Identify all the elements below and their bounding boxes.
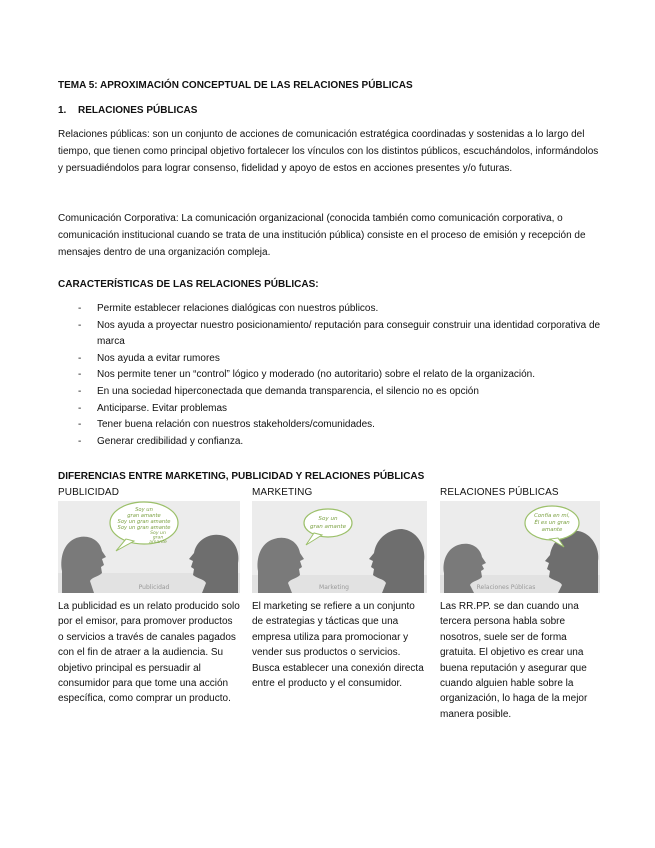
list-item: - En una sociedad hiperconectada que demanda transparencia, el silencio no es opción — [58, 384, 603, 401]
section-heading-text: RELACIONES PÚBLICAS — [78, 105, 198, 116]
characteristics-list — [58, 301, 603, 450]
bubble-text: Soy un — [318, 516, 338, 522]
list-item: - Nos permite tener un “control” lógico y moderado (no autoritario) sobre el relato de la organización. — [58, 367, 603, 384]
column-label: MARKETING — [252, 487, 313, 498]
bubble-text: Soy un gran amante — [117, 525, 171, 531]
bubble-text: Soy un gran amante — [117, 519, 171, 525]
column-description: Las RR.PP. se dan cuando una tercera persona habla sobre nosotros, suele ser de forma gratuita. El objetivo es crear una buena reputación y asegurar que cuando alguien hable sobre la organización, lo haga de la mejor manera posible. — [440, 601, 588, 720]
bubble-text: amante — [541, 527, 563, 533]
bubble-text: Él es un gran — [534, 520, 570, 526]
publicidad-column — [58, 485, 240, 707]
column-description: El marketing se refiere a un conjunto de estrategias y tácticas que una empresa utiliza para promocionar y vender sus productos o servicios. Busca establecer una conexión directa entre el producto y el consumidor. — [252, 601, 424, 690]
list-item: - Permite establecer relaciones dialógicas con nuestros públicos. — [58, 301, 603, 318]
bubble-text: Soy un — [150, 531, 166, 536]
image-caption: Publicidad — [138, 584, 170, 591]
cc-definition-paragraph: Comunicación Corporativa: La comunicación organizacional (conocida también como comunicación corporativa, o comunicación institucional cuando se trata de una institución pública) consiste en el proceso de emisión y recepción de mensajes dentro de una organización compleja. — [58, 213, 586, 258]
publicidad-illustration — [58, 501, 240, 593]
list-item: - Nos ayuda a proyectar nuestro posicionamiento/ reputación para conseguir construir una identidad corporativa de marca — [58, 318, 603, 351]
differences-heading: DIFERENCIAS ENTRE MARKETING, PUBLICIDAD Y RELACIONES PÚBLICAS — [58, 471, 425, 482]
image-caption: Relaciones Públicas — [476, 584, 536, 591]
bubble-text: Confía en mí, — [534, 513, 570, 519]
image-caption: Marketing — [319, 584, 349, 591]
bubble-text: amante — [149, 540, 167, 545]
document-title: TEMA 5: APROXIMACIÓN CONCEPTUAL DE LAS RELACIONES PÚBLICAS — [58, 80, 413, 91]
bubble-text: gran amante — [309, 524, 347, 530]
bubble-text: gran — [152, 535, 164, 541]
characteristics-heading: CARACTERÍSTICAS DE LAS RELACIONES PÚBLICAS: — [58, 279, 319, 290]
column-description: La publicidad es un relato producido solo por el emisor, para promover productos o servicios a través de canales pagados con el fin de atraer a la audiencia. Su objetivo principal es persuadir al consumidor para que tome una acción específica, como comprar un producto. — [58, 601, 240, 705]
bubble-text: gran amante — [127, 513, 161, 519]
rp-definition-paragraph: Relaciones públicas: son un conjunto de acciones de comunicación estratégica coordinadas y sostenidas a lo largo del tiempo, que tienen como principal objetivo fortalecer los vínculos con los distintos públicos, escuchándolos, informándolos y persuadiéndolos para lograr consenso, fidelidad y apoyo de estos en acciones presentes y/o futuras. — [58, 129, 599, 174]
list-item: - Anticiparse. Evitar problemas — [58, 401, 603, 418]
marketing-illustration — [252, 501, 427, 593]
section-number: 1. — [58, 105, 67, 116]
bubble-text: Soy un — [135, 507, 153, 513]
marketing-column — [252, 485, 427, 691]
list-item: - Generar credibilidad y confianza. — [58, 434, 603, 451]
relaciones-publicas-column — [440, 485, 600, 722]
relaciones-publicas-illustration — [440, 501, 600, 593]
column-label: PUBLICIDAD — [58, 487, 120, 498]
list-item: - Nos ayuda a evitar rumores — [58, 351, 603, 368]
section-heading — [58, 102, 603, 119]
list-item: - Tener buena relación con nuestros stakeholders/comunidades. — [58, 417, 603, 434]
column-label: RELACIONES PÚBLICAS — [440, 487, 559, 498]
